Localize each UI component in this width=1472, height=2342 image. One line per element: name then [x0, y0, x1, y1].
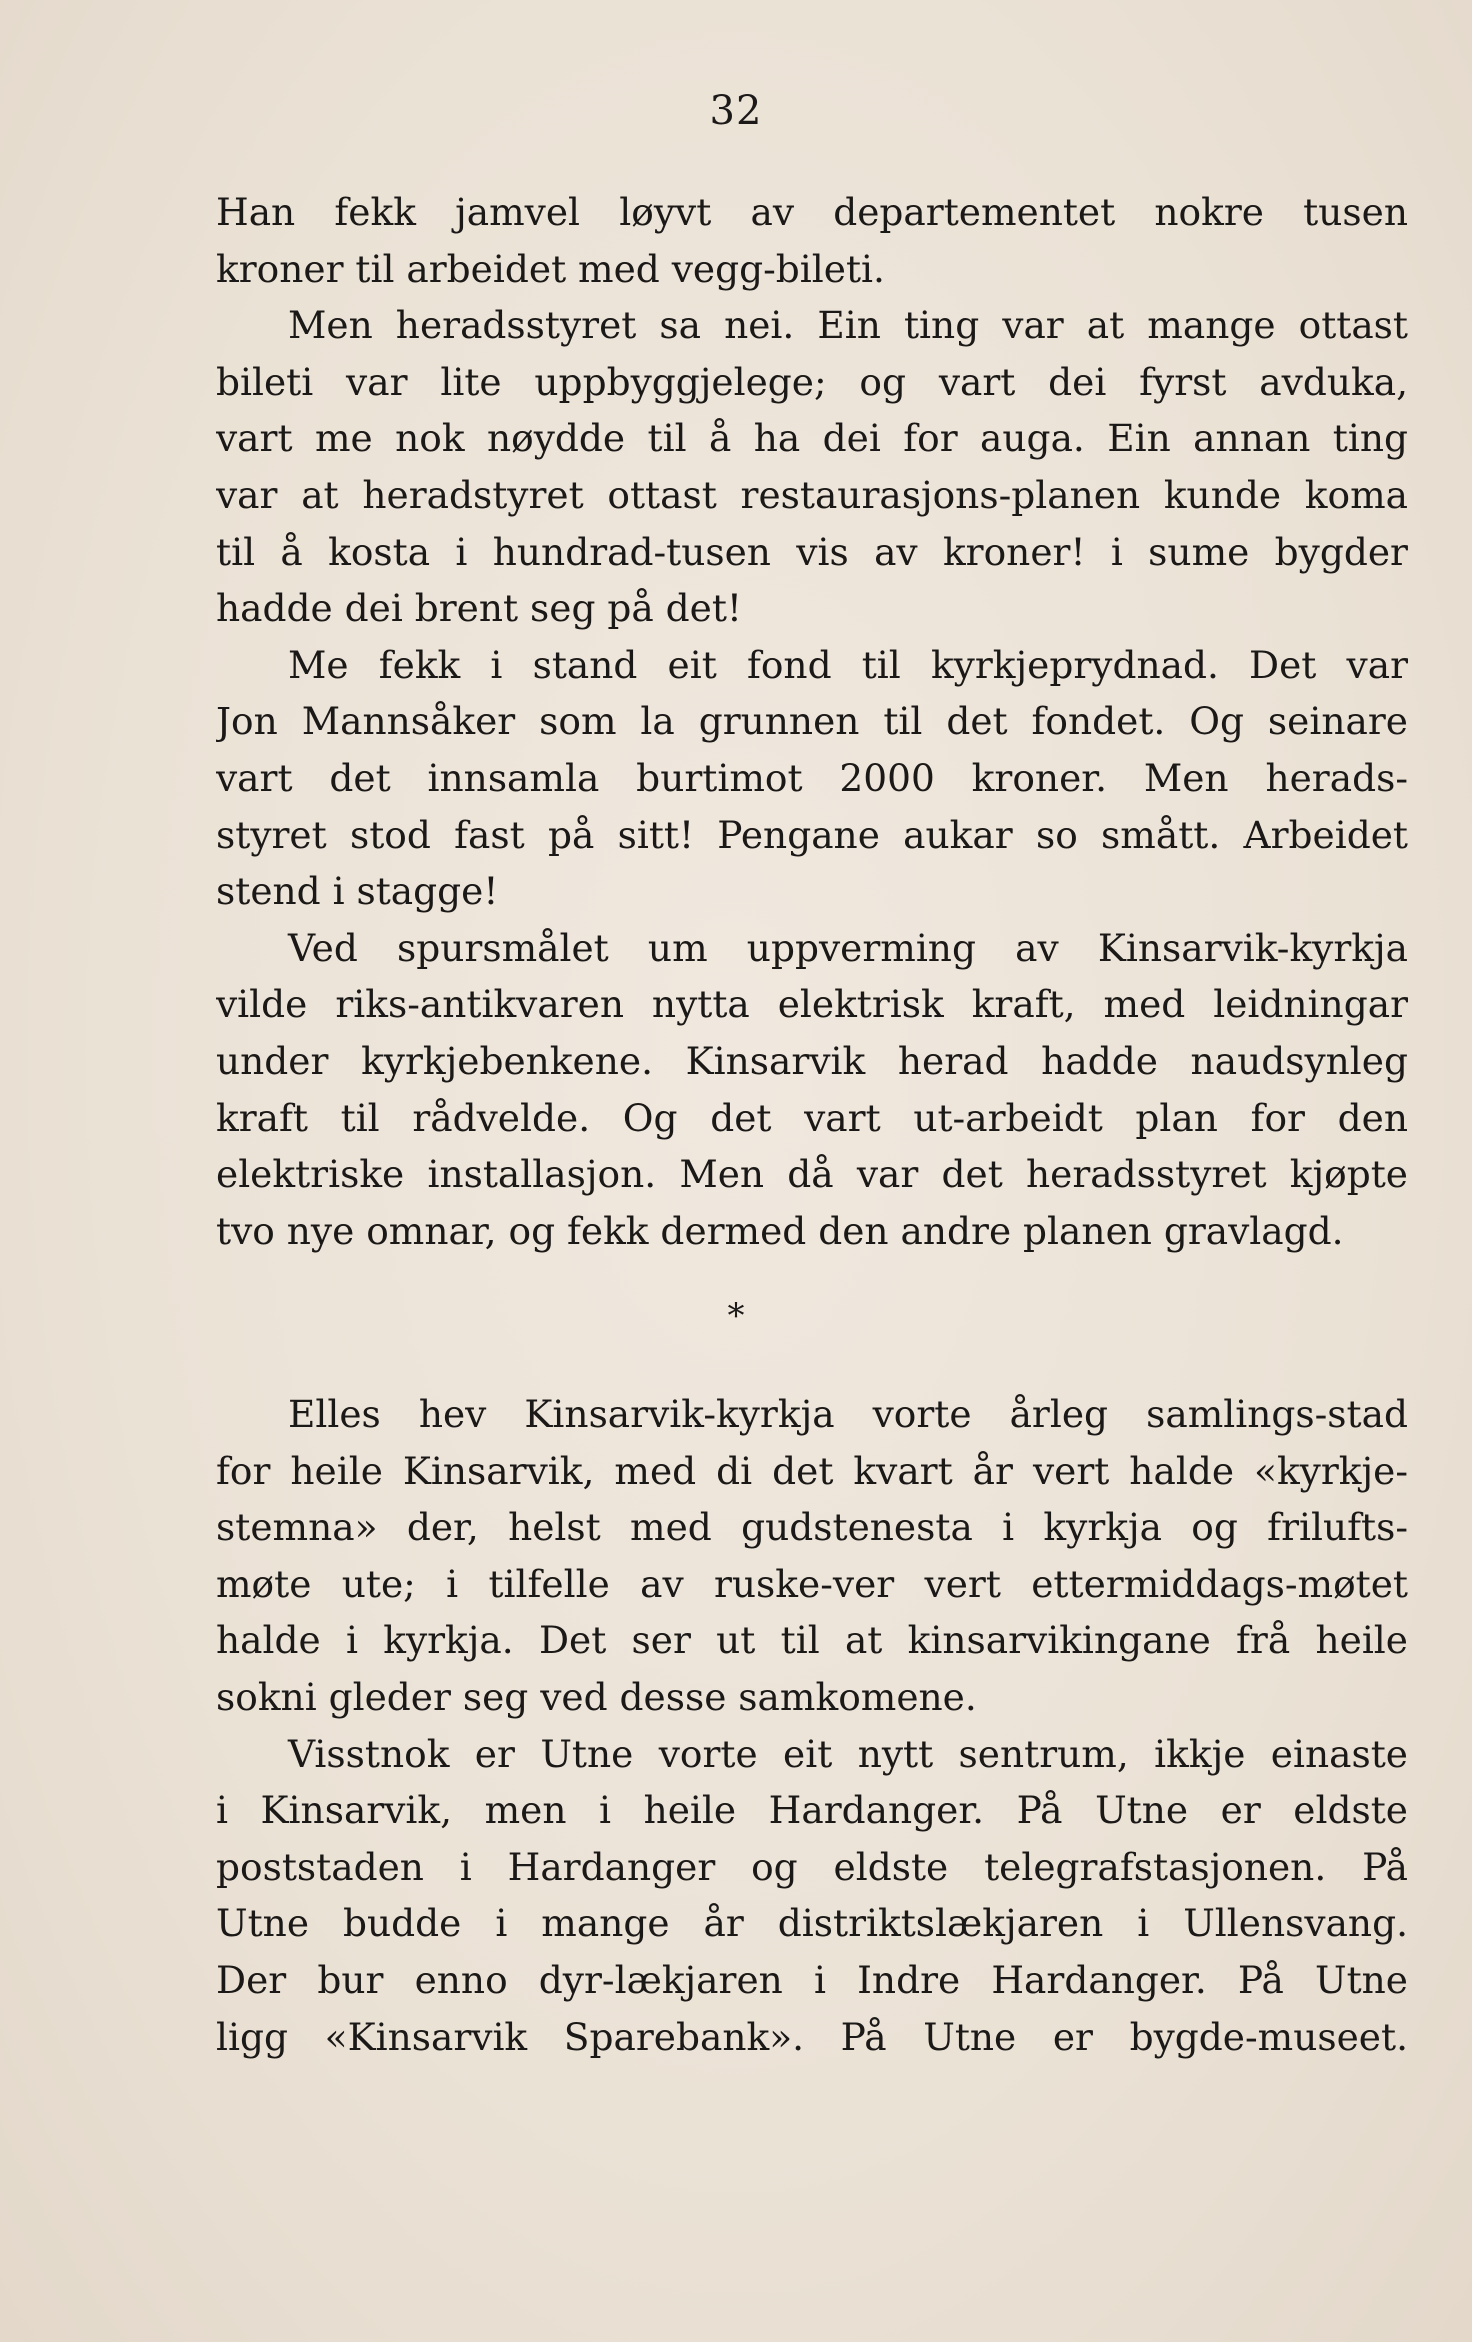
text-line: Der bur enno dyr-lækjaren i Indre Hardanger. På Utne: [216, 1957, 1408, 2002]
text-line: kraft til rådvelde. Og det vart ut-arbeidt plan for den: [216, 1095, 1408, 1140]
text-line: Men heradsstyret sa nei. Ein ting var at mange ottast: [288, 303, 1408, 348]
page-number: 32: [709, 88, 763, 134]
text-line: Elles hev Kinsarvik-kyrkja vorte årleg samlings-stad: [288, 1392, 1408, 1436]
text-line: stemna» der, helst med gudstenesta i kyrkja og frilufts-: [216, 1505, 1408, 1550]
text-line: Han fekk jamvel løyvt av departementet nokre tusen: [216, 190, 1408, 234]
text-line: styret stod fast på sitt! Pengane aukar so smått. Arbeidet: [216, 812, 1408, 857]
text-line: bileti var lite uppbyggjelege; og vart dei fyrst avduka,: [216, 359, 1408, 404]
text-line: sokni gleder seg ved desse samkomene.: [216, 1674, 977, 1719]
text-line: halde i kyrkja. Det ser ut til at kinsarvikingane frå heile: [216, 1618, 1408, 1663]
text-block-upper: [216, 184, 1408, 1259]
text-line: stend i stagge!: [216, 869, 499, 914]
text-line: for heile Kinsarvik, med di det kvart år vert halde «kyrkje-: [216, 1448, 1408, 1493]
text-line: Ved spursmålet um uppverming av Kinsarvik-kyrkja: [288, 925, 1408, 970]
text-line: elektriske installasjon. Men då var det heradsstyret kjøpte: [216, 1152, 1408, 1197]
text-line: Utne budde i mange år distriktslækjaren i Ullensvang.: [216, 1901, 1408, 1946]
text-line: vart me nok nøydde til å ha dei for auga. Ein annan ting: [216, 416, 1408, 461]
text-line: Jon Mannsåker som la grunnen til det fondet. Og seinare: [216, 699, 1408, 744]
text-line: kroner til arbeidet med vegg-bileti.: [216, 246, 885, 291]
text-line: ligg «Kinsarvik Sparebank». På Utne er bygde-museet.: [216, 2014, 1408, 2059]
text-line: Visstnok er Utne vorte eit nytt sentrum, ikkje einaste: [288, 1731, 1408, 1776]
text-line: i Kinsarvik, men i heile Hardanger. På Utne er eldste: [216, 1788, 1408, 1833]
text-line: møte ute; i tilfelle av ruske-ver vert ettermiddags-møtet: [216, 1561, 1408, 1606]
text-line: poststaden i Hardanger og eldste telegrafstasjonen. På: [216, 1844, 1408, 1889]
text-line: var at heradstyret ottast restaurasjons-planen kunde koma: [216, 472, 1408, 517]
text-line: under kyrkjebenkene. Kinsarvik herad hadde naudsynleg: [216, 1038, 1408, 1083]
text-line: vilde riks-antikvaren nytta elektrisk kraft, med leidningar: [216, 982, 1408, 1027]
text-block-lower: [216, 1386, 1408, 2065]
text-line: vart det innsamla burtimot 2000 kroner. Men herads-: [216, 755, 1408, 800]
text-line: til å kosta i hundrad-tusen vis av kroner! i sume bygder: [216, 529, 1408, 574]
text-line: Me fekk i stand eit fond til kyrkjeprydnad. Det var: [288, 642, 1408, 687]
text-line: hadde dei brent seg på det!: [216, 586, 742, 631]
text-line: tvo nye omnar, og fekk dermed den andre planen gravlagd.: [216, 1208, 1344, 1253]
section-separator-asterisk: *: [727, 1296, 745, 1336]
